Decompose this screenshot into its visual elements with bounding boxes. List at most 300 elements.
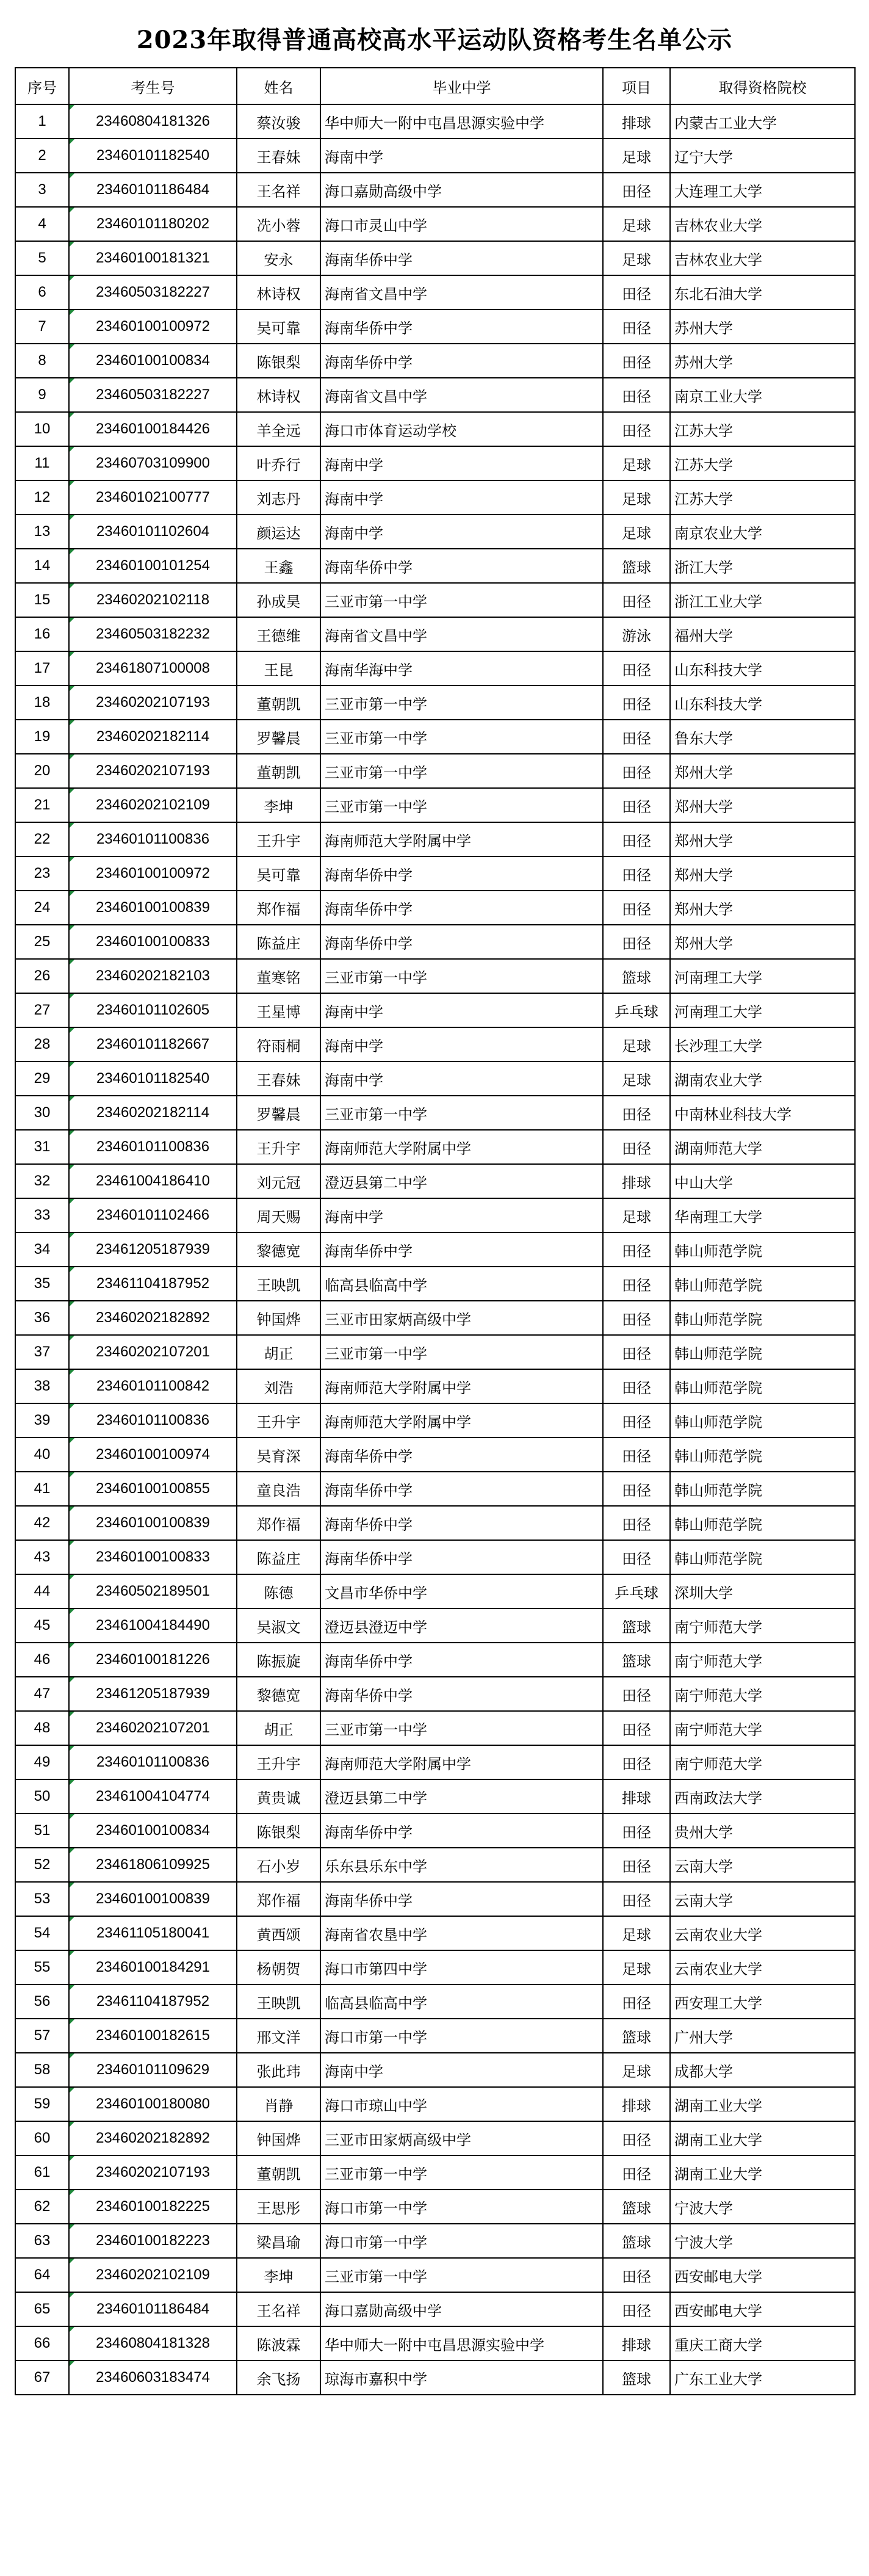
cell-sport: 田径 bbox=[603, 891, 670, 925]
cell-sport: 田径 bbox=[603, 822, 670, 856]
cell-sport: 田径 bbox=[603, 1369, 670, 1403]
cell-name: 黎德宽 bbox=[237, 1677, 320, 1711]
table-row bbox=[15, 139, 855, 173]
cell-name: 董朝凯 bbox=[237, 686, 320, 720]
table-row bbox=[15, 173, 855, 207]
cell-seq: 55 bbox=[15, 1950, 69, 1984]
cell-school: 海南华侨中学 bbox=[320, 1506, 603, 1540]
cell-sport: 篮球 bbox=[603, 2361, 670, 2395]
cell-sport: 足球 bbox=[603, 207, 670, 241]
cell-exam-id: 23460100100972 bbox=[69, 856, 237, 891]
cell-exam-id: 23460101186484 bbox=[69, 173, 237, 207]
cell-exam-id: 23460100101254 bbox=[69, 549, 237, 583]
cell-seq: 65 bbox=[15, 2292, 69, 2326]
cell-name: 吴可靠 bbox=[237, 309, 320, 344]
cell-sport: 足球 bbox=[603, 1950, 670, 1984]
table-row bbox=[15, 754, 855, 788]
cell-university: 河南理工大学 bbox=[670, 959, 855, 993]
cell-name: 符雨桐 bbox=[237, 1027, 320, 1062]
table-row bbox=[15, 309, 855, 344]
cell-name: 钟国烨 bbox=[237, 1301, 320, 1335]
cell-university: 苏州大学 bbox=[670, 344, 855, 378]
table-row bbox=[15, 651, 855, 686]
cell-university: 西南政法大学 bbox=[670, 1779, 855, 1814]
cell-exam-id: 23461004104774 bbox=[69, 1779, 237, 1814]
cell-university: 山东科技大学 bbox=[670, 686, 855, 720]
cell-exam-id: 23461004184490 bbox=[69, 1608, 237, 1643]
cell-sport: 田径 bbox=[603, 378, 670, 412]
cell-university: 西安邮电大学 bbox=[670, 2292, 855, 2326]
table-row bbox=[15, 2053, 855, 2087]
table-row bbox=[15, 822, 855, 856]
cell-seq: 39 bbox=[15, 1403, 69, 1438]
cell-school: 海南中学 bbox=[320, 515, 603, 549]
cell-seq: 40 bbox=[15, 1438, 69, 1472]
cell-school: 海南省农垦中学 bbox=[320, 1916, 603, 1950]
cell-sport: 田径 bbox=[603, 1130, 670, 1164]
cell-sport: 游泳 bbox=[603, 617, 670, 651]
cell-seq: 6 bbox=[15, 275, 69, 309]
cell-name: 王升宇 bbox=[237, 1745, 320, 1779]
cell-sport: 篮球 bbox=[603, 2224, 670, 2258]
cell-sport: 足球 bbox=[603, 241, 670, 275]
cell-university: 韩山师范学院 bbox=[670, 1335, 855, 1369]
cell-university: 大连理工大学 bbox=[670, 173, 855, 207]
cell-name: 邢文洋 bbox=[237, 2019, 320, 2053]
cell-seq: 45 bbox=[15, 1608, 69, 1643]
cell-school: 海口市体育运动学校 bbox=[320, 412, 603, 446]
cell-name: 林诗权 bbox=[237, 275, 320, 309]
sheet bbox=[15, 13, 854, 2395]
cell-seq: 57 bbox=[15, 2019, 69, 2053]
cell-name: 黄贵诚 bbox=[237, 1779, 320, 1814]
cell-seq: 41 bbox=[15, 1472, 69, 1506]
cell-name: 黄西颂 bbox=[237, 1916, 320, 1950]
cell-school: 海口嘉勋高级中学 bbox=[320, 173, 603, 207]
cell-exam-id: 23460100100972 bbox=[69, 309, 237, 344]
cell-name: 王春妹 bbox=[237, 1062, 320, 1096]
cell-sport: 田径 bbox=[603, 856, 670, 891]
cell-exam-id: 23460804181328 bbox=[69, 2326, 237, 2361]
cell-school: 海口市灵山中学 bbox=[320, 207, 603, 241]
cell-university: 郑州大学 bbox=[670, 754, 855, 788]
cell-school: 海南师范大学附属中学 bbox=[320, 822, 603, 856]
cell-exam-id: 23460100182225 bbox=[69, 2190, 237, 2224]
cell-name: 郑作福 bbox=[237, 1506, 320, 1540]
cell-name: 刘浩 bbox=[237, 1369, 320, 1403]
cell-school: 海口嘉勋高级中学 bbox=[320, 2292, 603, 2326]
cell-university: 河南理工大学 bbox=[670, 993, 855, 1027]
table-row bbox=[15, 344, 855, 378]
cell-exam-id: 23461806109925 bbox=[69, 1848, 237, 1882]
cell-sport: 足球 bbox=[603, 1198, 670, 1232]
cell-university: 成都大学 bbox=[670, 2053, 855, 2087]
cell-name: 胡正 bbox=[237, 1711, 320, 1745]
cell-seq: 37 bbox=[15, 1335, 69, 1369]
cell-exam-id: 23461205187939 bbox=[69, 1232, 237, 1267]
cell-school: 海南中学 bbox=[320, 446, 603, 480]
cell-name: 王名祥 bbox=[237, 2292, 320, 2326]
cell-sport: 足球 bbox=[603, 139, 670, 173]
table-row bbox=[15, 1062, 855, 1096]
table-row bbox=[15, 856, 855, 891]
cell-school: 海南省文昌中学 bbox=[320, 378, 603, 412]
cell-name: 王思彤 bbox=[237, 2190, 320, 2224]
cell-seq: 58 bbox=[15, 2053, 69, 2087]
cell-school: 海口市第一中学 bbox=[320, 2190, 603, 2224]
cell-exam-id: 23460101102605 bbox=[69, 993, 237, 1027]
cell-name: 孙成昊 bbox=[237, 583, 320, 617]
cell-school: 三亚市第一中学 bbox=[320, 720, 603, 754]
cell-seq: 4 bbox=[15, 207, 69, 241]
cell-name: 刘志丹 bbox=[237, 480, 320, 515]
cell-sport: 田径 bbox=[603, 925, 670, 959]
cell-seq: 1 bbox=[15, 104, 69, 139]
cell-university: 西安理工大学 bbox=[670, 1984, 855, 2019]
cell-seq: 9 bbox=[15, 378, 69, 412]
cell-exam-id: 23460101109629 bbox=[69, 2053, 237, 2087]
cell-school: 华中师大一附中屯昌思源实验中学 bbox=[320, 104, 603, 139]
table-row bbox=[15, 1643, 855, 1677]
table-row bbox=[15, 2361, 855, 2395]
header-row bbox=[15, 68, 855, 104]
cell-exam-id: 23461104187952 bbox=[69, 1267, 237, 1301]
cell-seq: 34 bbox=[15, 1232, 69, 1267]
cell-university: 郑州大学 bbox=[670, 822, 855, 856]
table-row bbox=[15, 378, 855, 412]
cell-sport: 田径 bbox=[603, 1677, 670, 1711]
cell-name: 陈益庄 bbox=[237, 1540, 320, 1574]
cell-name: 陈波霖 bbox=[237, 2326, 320, 2361]
cell-school: 海口市第一中学 bbox=[320, 2224, 603, 2258]
cell-seq: 12 bbox=[15, 480, 69, 515]
cell-university: 云南大学 bbox=[670, 1882, 855, 1916]
cell-university: 内蒙古工业大学 bbox=[670, 104, 855, 139]
cell-sport: 乒乓球 bbox=[603, 1574, 670, 1608]
cell-name: 张此玮 bbox=[237, 2053, 320, 2087]
cell-exam-id: 23460202107201 bbox=[69, 1711, 237, 1745]
cell-school: 三亚市第一中学 bbox=[320, 1096, 603, 1130]
cell-sport: 田径 bbox=[603, 1711, 670, 1745]
cell-university: 韩山师范学院 bbox=[670, 1438, 855, 1472]
cell-seq: 10 bbox=[15, 412, 69, 446]
cell-exam-id: 23460100100833 bbox=[69, 1540, 237, 1574]
cell-university: 浙江大学 bbox=[670, 549, 855, 583]
cell-sport: 田径 bbox=[603, 1472, 670, 1506]
cell-university: 浙江工业大学 bbox=[670, 583, 855, 617]
table-row bbox=[15, 1164, 855, 1198]
cell-name: 石小岁 bbox=[237, 1848, 320, 1882]
cell-seq: 16 bbox=[15, 617, 69, 651]
cell-university: 吉林农业大学 bbox=[670, 241, 855, 275]
table-row bbox=[15, 1027, 855, 1062]
cell-university: 江苏大学 bbox=[670, 412, 855, 446]
cell-university: 东北石油大学 bbox=[670, 275, 855, 309]
cell-sport: 田径 bbox=[603, 2121, 670, 2155]
cell-seq: 66 bbox=[15, 2326, 69, 2361]
cell-name: 杨朝贺 bbox=[237, 1950, 320, 1984]
table-row bbox=[15, 1369, 855, 1403]
table-row bbox=[15, 1472, 855, 1506]
cell-name: 黎德宽 bbox=[237, 1232, 320, 1267]
cell-seq: 43 bbox=[15, 1540, 69, 1574]
table-row bbox=[15, 1232, 855, 1267]
cell-university: 辽宁大学 bbox=[670, 139, 855, 173]
cell-school: 三亚市田家炳高级中学 bbox=[320, 2121, 603, 2155]
cell-university: 广东工业大学 bbox=[670, 2361, 855, 2395]
table-row bbox=[15, 891, 855, 925]
cell-exam-id: 23460101102466 bbox=[69, 1198, 237, 1232]
cell-exam-id: 23460100100855 bbox=[69, 1472, 237, 1506]
cell-sport: 田径 bbox=[603, 1267, 670, 1301]
cell-university: 韩山师范学院 bbox=[670, 1506, 855, 1540]
cell-sport: 足球 bbox=[603, 1062, 670, 1096]
cell-sport: 田径 bbox=[603, 309, 670, 344]
cell-exam-id: 23460503182232 bbox=[69, 617, 237, 651]
table-row bbox=[15, 1540, 855, 1574]
cell-sport: 田径 bbox=[603, 1814, 670, 1848]
cell-school: 海南华侨中学 bbox=[320, 1232, 603, 1267]
cell-school: 海南华侨中学 bbox=[320, 891, 603, 925]
cell-exam-id: 23460100182223 bbox=[69, 2224, 237, 2258]
cell-school: 海南中学 bbox=[320, 2053, 603, 2087]
cell-seq: 47 bbox=[15, 1677, 69, 1711]
cell-exam-id: 23460101182540 bbox=[69, 139, 237, 173]
table-row bbox=[15, 2326, 855, 2361]
cell-school: 海南师范大学附属中学 bbox=[320, 1369, 603, 1403]
cell-school: 海南师范大学附属中学 bbox=[320, 1130, 603, 1164]
table-row bbox=[15, 1950, 855, 1984]
cell-sport: 田径 bbox=[603, 1540, 670, 1574]
cell-seq: 22 bbox=[15, 822, 69, 856]
cell-sport: 田径 bbox=[603, 344, 670, 378]
cell-exam-id: 23461205187939 bbox=[69, 1677, 237, 1711]
table-row bbox=[15, 2292, 855, 2326]
cell-seq: 14 bbox=[15, 549, 69, 583]
cell-school: 乐东县乐东中学 bbox=[320, 1848, 603, 1882]
col-header-name: 姓名 bbox=[237, 68, 320, 104]
cell-exam-id: 23460101100836 bbox=[69, 1403, 237, 1438]
table-row bbox=[15, 1335, 855, 1369]
cell-sport: 田径 bbox=[603, 173, 670, 207]
cell-exam-id: 23460101180202 bbox=[69, 207, 237, 241]
cell-sport: 田径 bbox=[603, 651, 670, 686]
cell-university: 山东科技大学 bbox=[670, 651, 855, 686]
cell-name: 郑作福 bbox=[237, 891, 320, 925]
table-row bbox=[15, 1438, 855, 1472]
cell-sport: 篮球 bbox=[603, 2019, 670, 2053]
cell-seq: 26 bbox=[15, 959, 69, 993]
cell-sport: 田径 bbox=[603, 1232, 670, 1267]
cell-seq: 61 bbox=[15, 2155, 69, 2190]
cell-university: 广州大学 bbox=[670, 2019, 855, 2053]
cell-seq: 3 bbox=[15, 173, 69, 207]
cell-school: 文昌市华侨中学 bbox=[320, 1574, 603, 1608]
cell-sport: 田径 bbox=[603, 754, 670, 788]
table-row bbox=[15, 1745, 855, 1779]
cell-university: 韩山师范学院 bbox=[670, 1540, 855, 1574]
cell-school: 海南华侨中学 bbox=[320, 1540, 603, 1574]
table-row bbox=[15, 993, 855, 1027]
cell-name: 吴淑文 bbox=[237, 1608, 320, 1643]
cell-sport: 排球 bbox=[603, 2087, 670, 2121]
cell-sport: 田径 bbox=[603, 686, 670, 720]
cell-sport: 排球 bbox=[603, 2326, 670, 2361]
cell-university: 湖南工业大学 bbox=[670, 2087, 855, 2121]
cell-exam-id: 23460100184426 bbox=[69, 412, 237, 446]
cell-name: 董朝凯 bbox=[237, 2155, 320, 2190]
cell-school: 三亚市田家炳高级中学 bbox=[320, 1301, 603, 1335]
table-row bbox=[15, 1779, 855, 1814]
cell-exam-id: 23460100100834 bbox=[69, 1814, 237, 1848]
cell-exam-id: 23460100100834 bbox=[69, 344, 237, 378]
cell-school: 三亚市第一中学 bbox=[320, 959, 603, 993]
table-row bbox=[15, 720, 855, 754]
cell-name: 王名祥 bbox=[237, 173, 320, 207]
table-row bbox=[15, 207, 855, 241]
cell-name: 董寒铭 bbox=[237, 959, 320, 993]
cell-exam-id: 23460100100839 bbox=[69, 1506, 237, 1540]
cell-seq: 20 bbox=[15, 754, 69, 788]
table-row bbox=[15, 1711, 855, 1745]
cell-exam-id: 23460202107193 bbox=[69, 686, 237, 720]
cell-exam-id: 23460202102118 bbox=[69, 583, 237, 617]
cell-sport: 篮球 bbox=[603, 959, 670, 993]
cell-school: 海南师范大学附属中学 bbox=[320, 1745, 603, 1779]
cell-exam-id: 23460503182227 bbox=[69, 378, 237, 412]
cell-school: 海口市第四中学 bbox=[320, 1950, 603, 1984]
cell-exam-id: 23461105180041 bbox=[69, 1916, 237, 1950]
table-row bbox=[15, 1814, 855, 1848]
cell-sport: 足球 bbox=[603, 1916, 670, 1950]
cell-seq: 27 bbox=[15, 993, 69, 1027]
cell-seq: 59 bbox=[15, 2087, 69, 2121]
col-header-university: 取得资格院校 bbox=[670, 68, 855, 104]
cell-sport: 篮球 bbox=[603, 1608, 670, 1643]
table-row bbox=[15, 480, 855, 515]
table-row bbox=[15, 2155, 855, 2190]
cell-name: 王昆 bbox=[237, 651, 320, 686]
table-row bbox=[15, 686, 855, 720]
table-row bbox=[15, 1403, 855, 1438]
cell-seq: 46 bbox=[15, 1643, 69, 1677]
cell-name: 刘元冠 bbox=[237, 1164, 320, 1198]
cell-exam-id: 23460202107193 bbox=[69, 2155, 237, 2190]
table-row bbox=[15, 1608, 855, 1643]
cell-school: 海南华侨中学 bbox=[320, 856, 603, 891]
cell-sport: 田径 bbox=[603, 1301, 670, 1335]
cell-school: 临高县临高中学 bbox=[320, 1267, 603, 1301]
table-row bbox=[15, 1916, 855, 1950]
cell-seq: 44 bbox=[15, 1574, 69, 1608]
table-row bbox=[15, 1848, 855, 1882]
cell-seq: 42 bbox=[15, 1506, 69, 1540]
cell-sport: 田径 bbox=[603, 1438, 670, 1472]
table-row bbox=[15, 549, 855, 583]
cell-name: 李坤 bbox=[237, 788, 320, 822]
cell-exam-id: 23460100100974 bbox=[69, 1438, 237, 1472]
cell-exam-id: 23460101100836 bbox=[69, 1745, 237, 1779]
cell-sport: 田径 bbox=[603, 583, 670, 617]
cell-name: 董朝凯 bbox=[237, 754, 320, 788]
cell-school: 海南华侨中学 bbox=[320, 1472, 603, 1506]
cell-name: 陈振旋 bbox=[237, 1643, 320, 1677]
cell-school: 三亚市第一中学 bbox=[320, 1335, 603, 1369]
cell-university: 长沙理工大学 bbox=[670, 1027, 855, 1062]
cell-name: 王升宇 bbox=[237, 1130, 320, 1164]
cell-sport: 足球 bbox=[603, 515, 670, 549]
table-row bbox=[15, 583, 855, 617]
cell-university: 韩山师范学院 bbox=[670, 1472, 855, 1506]
cell-name: 陈益庄 bbox=[237, 925, 320, 959]
cell-school: 海南华侨中学 bbox=[320, 925, 603, 959]
cell-sport: 田径 bbox=[603, 1984, 670, 2019]
cell-exam-id: 23460101100836 bbox=[69, 822, 237, 856]
table-row bbox=[15, 515, 855, 549]
table-row bbox=[15, 1677, 855, 1711]
table-row bbox=[15, 2087, 855, 2121]
table-row bbox=[15, 1301, 855, 1335]
cell-exam-id: 23460804181326 bbox=[69, 104, 237, 139]
cell-name: 梁昌瑜 bbox=[237, 2224, 320, 2258]
cell-name: 林诗权 bbox=[237, 378, 320, 412]
cell-sport: 田径 bbox=[603, 1096, 670, 1130]
cell-seq: 32 bbox=[15, 1164, 69, 1198]
cell-sport: 田径 bbox=[603, 1848, 670, 1882]
cell-university: 郑州大学 bbox=[670, 856, 855, 891]
cell-name: 吴可靠 bbox=[237, 856, 320, 891]
cell-exam-id: 23460100184291 bbox=[69, 1950, 237, 1984]
cell-sport: 排球 bbox=[603, 1164, 670, 1198]
cell-name: 陈银梨 bbox=[237, 344, 320, 378]
cell-exam-id: 23460100180080 bbox=[69, 2087, 237, 2121]
cell-university: 中南林业科技大学 bbox=[670, 1096, 855, 1130]
cell-university: 南宁师范大学 bbox=[670, 1643, 855, 1677]
table-row bbox=[15, 617, 855, 651]
cell-university: 湖南工业大学 bbox=[670, 2121, 855, 2155]
cell-name: 王星博 bbox=[237, 993, 320, 1027]
cell-seq: 51 bbox=[15, 1814, 69, 1848]
cell-exam-id: 23460101186484 bbox=[69, 2292, 237, 2326]
table-row bbox=[15, 2190, 855, 2224]
cell-sport: 足球 bbox=[603, 1027, 670, 1062]
cell-sport: 田径 bbox=[603, 2258, 670, 2292]
cell-sport: 篮球 bbox=[603, 2190, 670, 2224]
cell-sport: 田径 bbox=[603, 412, 670, 446]
cell-sport: 篮球 bbox=[603, 549, 670, 583]
cell-exam-id: 23461004186410 bbox=[69, 1164, 237, 1198]
cell-school: 澄迈县澄迈中学 bbox=[320, 1608, 603, 1643]
cell-name: 罗馨晨 bbox=[237, 1096, 320, 1130]
col-header-school: 毕业中学 bbox=[320, 68, 603, 104]
cell-name: 肖静 bbox=[237, 2087, 320, 2121]
cell-school: 三亚市第一中学 bbox=[320, 1711, 603, 1745]
cell-exam-id: 23460202102109 bbox=[69, 788, 237, 822]
cell-sport: 田径 bbox=[603, 720, 670, 754]
cell-name: 钟国烨 bbox=[237, 2121, 320, 2155]
table-row bbox=[15, 1574, 855, 1608]
cell-exam-id: 23460101100842 bbox=[69, 1369, 237, 1403]
cell-exam-id: 23460502189501 bbox=[69, 1574, 237, 1608]
cell-name: 蔡汝骏 bbox=[237, 104, 320, 139]
cell-seq: 23 bbox=[15, 856, 69, 891]
cell-exam-id: 23460100181321 bbox=[69, 241, 237, 275]
cell-university: 湖南农业大学 bbox=[670, 1062, 855, 1096]
cell-sport: 田径 bbox=[603, 1335, 670, 1369]
cell-name: 叶乔行 bbox=[237, 446, 320, 480]
cell-seq: 56 bbox=[15, 1984, 69, 2019]
cell-name: 余飞扬 bbox=[237, 2361, 320, 2395]
